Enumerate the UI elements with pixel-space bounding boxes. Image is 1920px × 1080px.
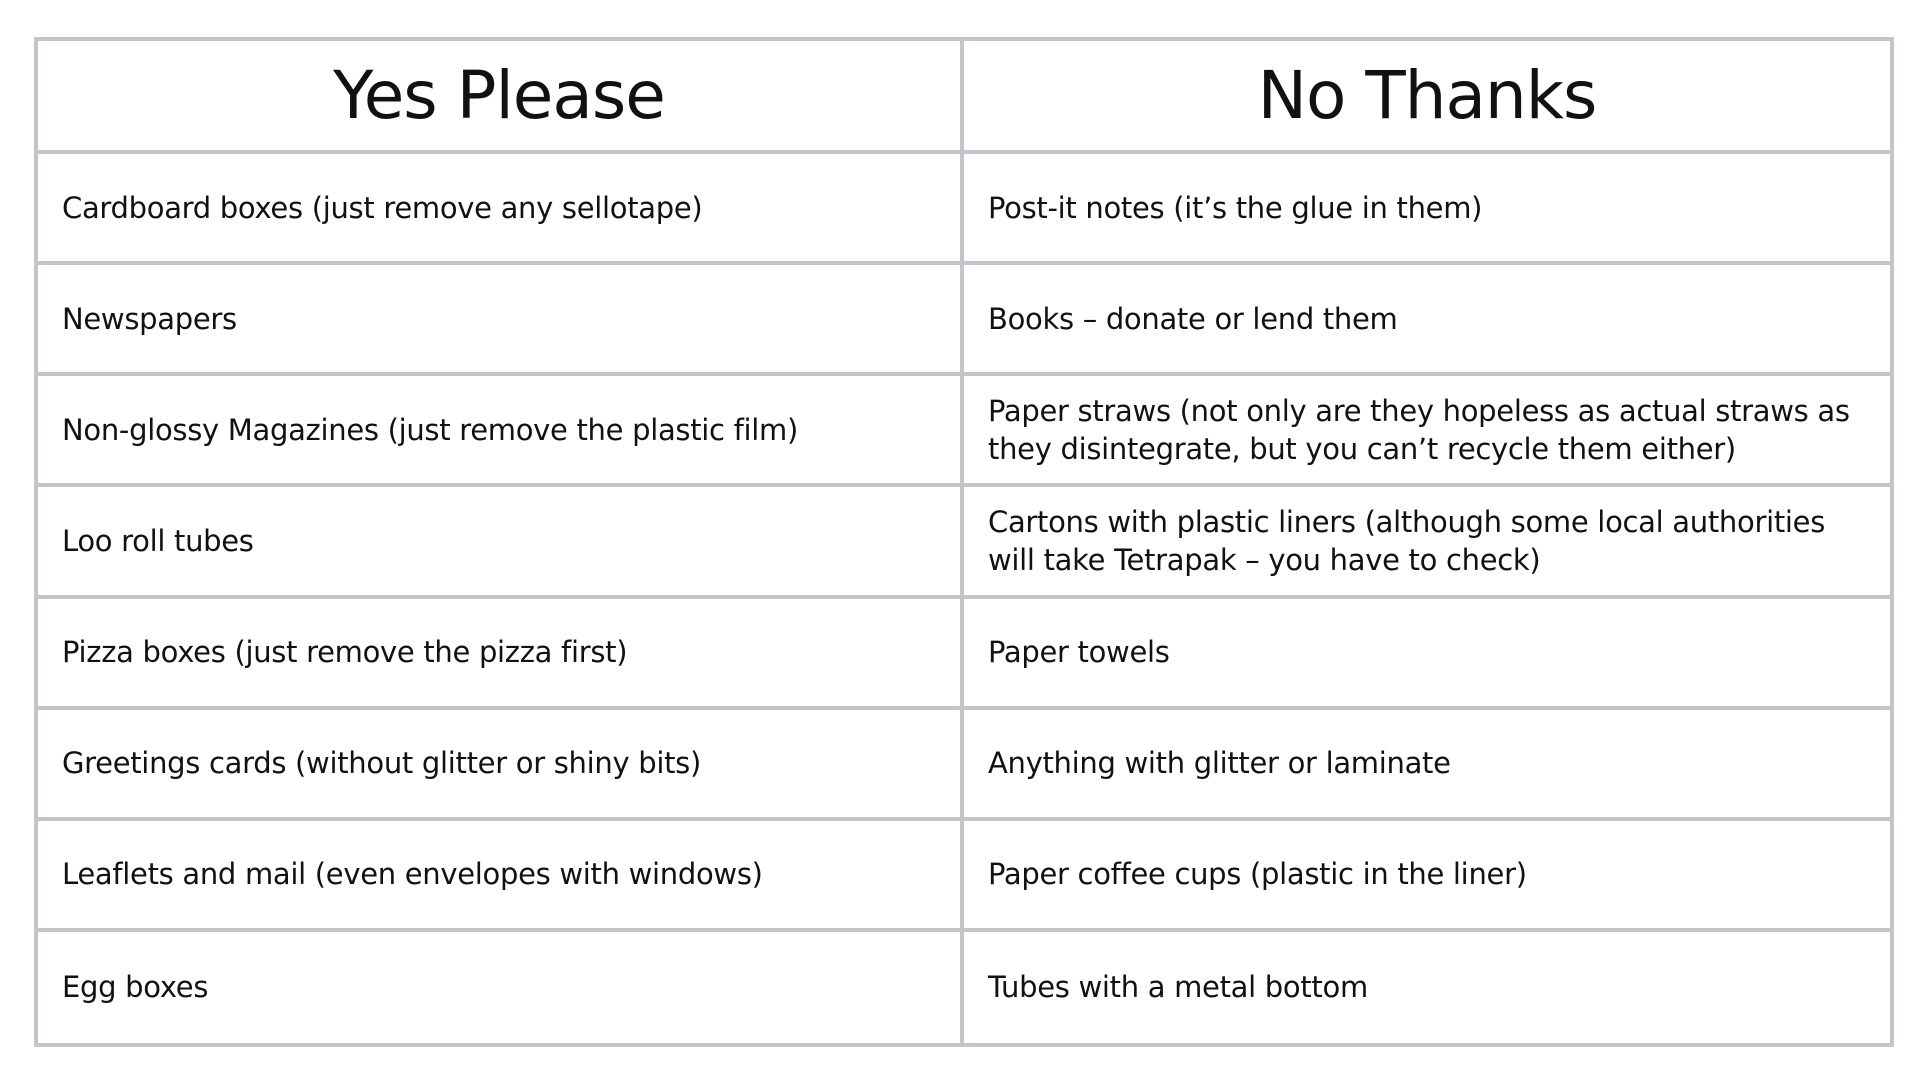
- yes-cell-4: Loo roll tubes: [38, 487, 964, 598]
- yes-cell-2: Newspapers: [38, 265, 964, 376]
- no-cell-1: Post-it notes (it’s the glue in them): [964, 154, 1890, 265]
- no-cell-7: Paper coffee cups (plastic in the liner): [964, 821, 1890, 932]
- header-yes-please: Yes Please: [38, 41, 964, 154]
- no-cell-8: Tubes with a metal bottom: [988, 970, 1368, 1005]
- yes-cell-5: Pizza boxes (just remove the pizza first): [38, 599, 964, 710]
- header-no-thanks: No Thanks: [964, 41, 1890, 154]
- yes-cell-3: Non-glossy Magazines (just remove the plastic film): [38, 376, 964, 487]
- yes-cell-7: Leaflets and mail (even envelopes with windows): [38, 821, 964, 932]
- no-cell-5: Paper towels: [964, 599, 1890, 710]
- no-cell-4: Cartons with plastic liners (although some local authorities will take Tetrapak – you have to check): [964, 487, 1890, 598]
- recycling-table: [34, 37, 1894, 1047]
- no-cell-2: Books – donate or lend them: [964, 265, 1890, 376]
- yes-cell-6: Greetings cards (without glitter or shiny bits): [38, 710, 964, 821]
- no-cell-3: Paper straws (not only are they hopeless as actual straws as they disintegrate, but you can’t recycle them either): [964, 376, 1890, 487]
- no-cell-6: Anything with glitter or laminate: [964, 710, 1890, 821]
- yes-cell-1: Cardboard boxes (just remove any sellotape): [38, 154, 964, 265]
- yes-cell-8: Egg boxes: [38, 932, 964, 1043]
